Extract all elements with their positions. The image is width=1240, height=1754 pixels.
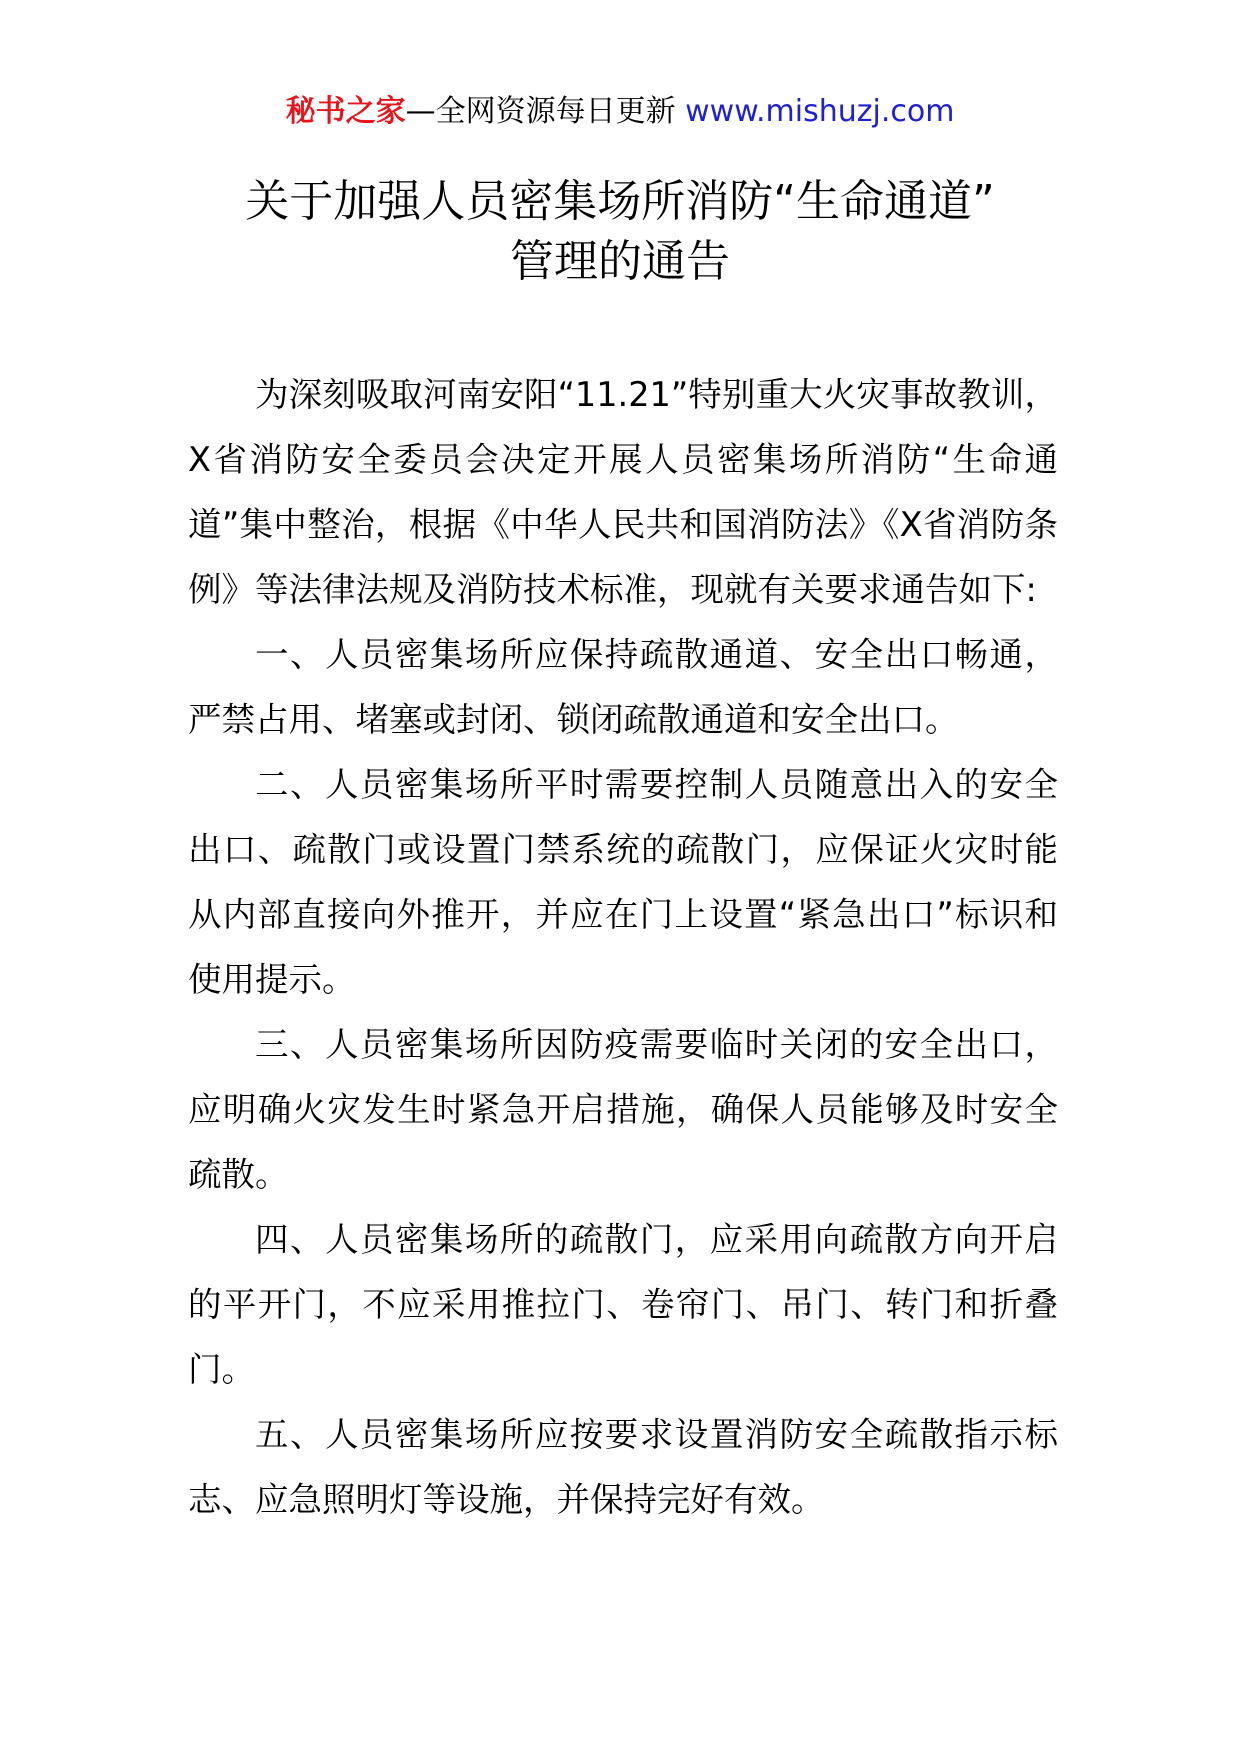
paragraph-item-2: 二、人员密集场所平时需要控制人员随意出入的安全出口、疏散门或设置门禁系统的疏散门，应保证火灾时能从内部直接向外推开，并应在门上设置“紧急出口”标识和使用提示。 [188, 765, 1058, 999]
title-line-1: 关于加强人员密集场所消防“生命通道” [245, 176, 995, 227]
paragraph-intro: 为深刻吸取河南安阳“11.21”特别重大火灾事故教训，X省消防安全委员会决定开展人员密集场所消防“生命通道”集中整治，根据《中华人民共和国消防法》《X省消防条例》等法律法规及消防技术标准，现就有关要求通告如下: [188, 375, 1058, 609]
brand-name: 秘书之家 [285, 94, 406, 129]
document-title [0, 172, 1240, 292]
page-header [0, 92, 1240, 132]
paragraph-item-4: 四、人员密集场所的疏散门，应采用向疏散方向开启的平开门，不应采用推拉门、卷帘门、吊门、转门和折叠门。 [188, 1220, 1058, 1389]
title-line-2: 管理的通告 [510, 236, 730, 287]
paragraph-item-3: 三、人员密集场所因防疫需要临时关闭的安全出口，应明确火灾发生时紧急开启措施，确保人员能够及时安全疏散。 [188, 1025, 1058, 1194]
header-tagline: —全网资源每日更新 [405, 94, 686, 129]
paragraph-item-5: 五、人员密集场所应按要求设置消防安全疏散指示标志、应急照明灯等设施，并保持完好有效。 [188, 1415, 1058, 1519]
document-body [188, 362, 1058, 1532]
paragraph-item-1: 一、人员密集场所应保持疏散通道、安全出口畅通，严禁占用、堵塞或封闭、锁闭疏散通道和安全出口。 [188, 635, 1058, 739]
site-url-link[interactable]: www.mishuzj.com [685, 94, 955, 129]
